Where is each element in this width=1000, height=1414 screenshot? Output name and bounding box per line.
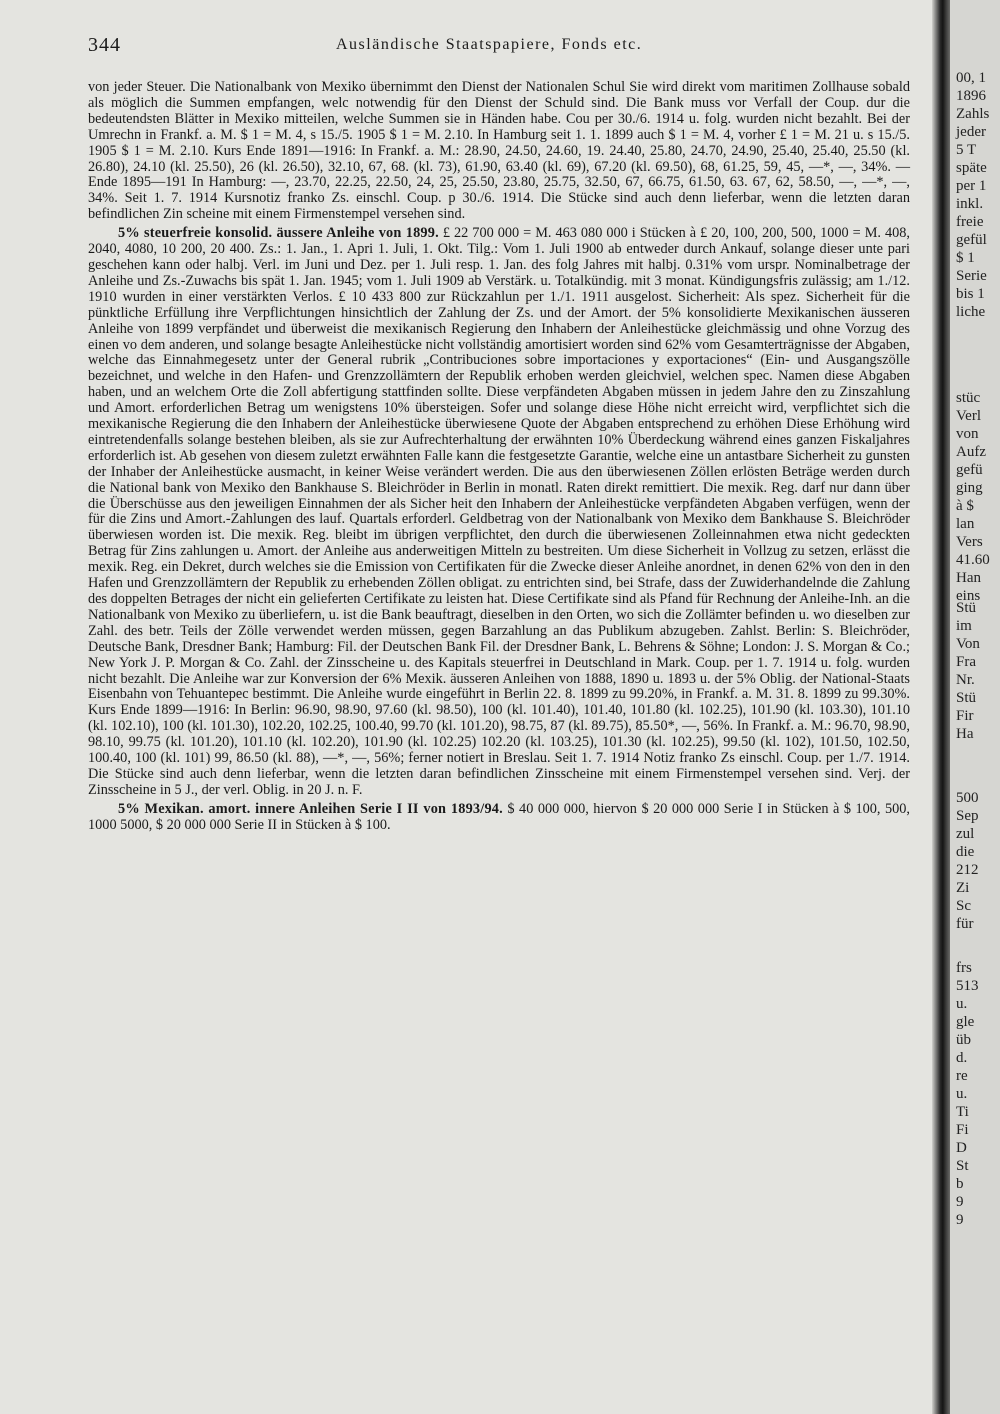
adjacent-page-fragment: Sep	[956, 808, 979, 824]
section-text: $ 40 000 000, hiervon $ 20 000 000 Serie I in Stücken à $ 100, 500, 1000 5000, $ 20 000 000 Serie II in Stücken à $ 100.	[88, 800, 910, 833]
adjacent-page-fragment: Stü	[956, 600, 977, 616]
adjacent-page-fragment: Fi	[956, 1122, 969, 1138]
adjacent-page-edge	[950, 0, 1000, 1414]
adjacent-page-fragment: bis 1	[956, 286, 985, 302]
adjacent-page-fragment: Verl	[956, 408, 981, 424]
adjacent-page-fragment: im	[956, 618, 972, 634]
adjacent-page-fragment: lan	[956, 516, 975, 532]
adjacent-page-fragment: stüc	[956, 390, 981, 406]
adjacent-page-fragment: von	[956, 426, 979, 442]
adjacent-page-fragment: gle	[956, 1014, 975, 1030]
section-text: £ 22 700 000 = M. 463 080 000 i Stücken à £ 20, 100, 200, 500, 1000 = M. 408, 2040, 4080, 10 200, 20 400. Zs.: 1. Jan., 1. Apri 1. Juli, 1. Okt. Tilg.: Vom 1. Juli 1900 ab entweder durch Ankauf, solange dieser unte pari geschehen kann oder halbj. Verl. im Juni und Dez. per 1. Juli resp. 1. Jan. des folg Jahres mit halbj. 0.31% vom urspr. Nominalbetrage der Anleihe und Zs.-Zuwachs bis spät 1. Jan. 1945; vom 1. Juli 1909 ab Verstärk. u. Totalkündig. mit 3 monat. Kündigungsfris zulässig; am 1./12. 1910 wurden in einer verstärkten Verlos. £ 10 433 800 zur Rückzahlun per 1./1. 1911 ausgelost. Sicherheit: Als spez. Sicherheit für die pünktliche Erfüllung ihre Verpflichtungen hinsichtlich der Zahlung der Zs. und der Amort. der 5% konsolidierte Mexikanischen äusseren Anleihe von 1899 verpfändet und überweist die mexikanisch Regierung den Inhabern der Anleihestücke gleichmässig und ohne Vorzug des einen vo dem anderen, und solange besagte Anleihestücke nicht vollständig amortisiert worden sind 62% vom Gesamterträgnisse der Abgaben, welche das Einnahmegesetz unter der General rubrik „Contribuciones sobre importaciones y exportaciones“ (Ein- und Ausgangszölle bezeichnet, und welche in den Hafen- und Grenzzollämtern der Republik erhoben werden gleichviel, welchen spec. Namen diese Abgaben haben, und an welchem Orte die Zoll abfertigung stattfinden sollte. Diese verpfändeten Abgaben müssen in jedem Jahre den zu Zinszahlung und Amort. erforderlichen Betrag um wenigstens 10% übersteigen. Sofer und solange diese Höhe nicht erreicht wird, verpflichtet sich die mexikanische Regierung die den Inhabern der Anleihestücke überwiesene Quote der Abgaben entsprechend zu erhöhen Diese Erhöhung wird eintretendenfalls solange bestehen bleiben, als sie zur Aufrechterhaltung der erwähnten 10% Überdeckung während eines ganzen Fiskaljahres erforderlich ist. Ab gesehen von diesem zuletzt erwähnten Falle kann die festgesetzte Garantie, welche eine un antastbare Sicherheit zu gunsten der Inhaber der Anleihestücke ausmacht, in keiner Weise verändert werden. Die aus den überwiesenen Zöllen erlösten Beträge werden durch die National bank von Mexiko den Bankhause S. Bleichröder in Berlin in monatl. Raten direkt remittiert. Die mexik. Reg. darf nur dann über die Überschüsse aus den jeweiligen Einnahmen der als Sicher heit den Inhabern der Anleihestücke verpfändeten Abgaben verfügen, wenn der für die Zins und Amort.-Zahlungen des lauf. Quartals erforderl. Geldbetrag von der Nationalbank von Mexiko dem Bankhause S. Bleichröder überwiesen worden ist. Die mexik. Reg. bleibt im übrigen verpflichtet, den durch die überwiesenen Zolleinnahmen etwa nicht gedeckten Betrag für Zins zahlungen u. Amort. der Anleihe aus anderweitigen Mitteln zu bestreiten. Um diese Sicherheit in Vollzug zu setzen, erlässt die mexik. Reg. ein Dekret, durch welches sie die Emission von Certifikaten für die Zwecke dieser Anleihe anordnet, in denen 62% von den in den Hafen und Grenzzollämtern der Republik zu erhebenden Zöllen obligat. zu entrichten sind, bei Strafe, dass der Zuwiderhandelnde die Zahlung des doppelten Betrages der nicht ein gelieferten Certifikate zu leisten hat. Diese Certifikate sind als Pfand für Rechnung der Anleihe-Inh. an die Nationalbank von Mexiko zu überliefern, u. ist die Bank beauftragt, dieselben in den Orten, wo sich die Zollämter befinden u. wo dieselben zur Zahl. des betr. Teils der Zölle verwendet werden müssen, gegen Barzahlung an das Publikum abzugeben. Zahlst. Berlin: S. Bleichröder, Deutsche Bank, Dresdner Bank; Hamburg: Fil. der Deutschen Bank Fil. der Dresdner Bank, L. Behrens & Söhne; London: J. S. Morgan & Co.; New York J. P. Morgan & Co. Zahl. der Zinsscheine u. des Kapitals steuerfrei in Deutschland in Mark. Coup. per 1. 7. 1914 u. folg. wurden nicht bezahlt. Die Anleihe war zur Konversion der 6% Mexik. äusseren Anleihen von 1888, 1890 u. 1893 u. der 5% Oblig. der National-Staats Eisenbahn von Tehuantepec bestimmt. Die Anleihe wurde eingeführt in Berlin 22. 8. 1899 zu 99.20%, in Frankf. a. M. 31. 8. 1899 zu 99.30%. Kurs Ende 1899—1916: In Berlin: 96.90, 98.90, 97.60 (kl. 98.50), 100 (kl. 101.40), 101.40, 101.80 (kl. 102.25), 101.90 (kl. 103.30), 101.10 (kl. 102.10), 100 (kl. 101.30), 102.20, 102.25, 100.40, 99.70 (kl. 101.20), 98.75, 87 (kl. 89.75), 85.50*, —, 56%. In Frankf. a. M.: 96.70, 98.90, 98.10, 99.75 (kl. 101.20), 101.10 (kl. 102.20), 101.90 (kl. 102.25) 102.20 (kl. 103.25), 101.30 (kl. 102.25), 99.50 (kl. 102), 101.50, 102.50, 100.40, 100 (kl. 101) 99, 86.50 (kl. 88), —*, —, 56%; ferner notiert in Breslau. Seit 1. 7. 1914 Notiz franko Zs einschl. Coup. per 1./7. 1914. Die Stücke sind auch denn lieferbar, wenn die letzten daran befindlichen Zinsscheine mit einem Firmenstempel versehen sind. Verj. der Zinsscheine in 5 J., der verl. Oblig. in 20 J. n. F.	[88, 225, 910, 798]
adjacent-page-fragment: gefül	[956, 232, 987, 248]
adjacent-page-fragment: Aufz	[956, 444, 986, 460]
adjacent-page-fragment: Ha	[956, 726, 974, 742]
adjacent-page-fragment: à $	[956, 498, 974, 514]
adjacent-page-fragment: Sc	[956, 898, 971, 914]
adjacent-page-fragment: re	[956, 1068, 968, 1084]
section-heading: 5% Mexikan. amort. innere Anleihen Serie I II von 1893/94.	[118, 800, 503, 817]
adjacent-page-fragment: Stü	[956, 690, 977, 706]
adjacent-page-fragment: $ 1	[956, 250, 975, 266]
adjacent-page-fragment: 500	[956, 790, 979, 806]
adjacent-page-fragment: d.	[956, 1050, 968, 1066]
adjacent-page-fragment: frs	[956, 960, 972, 976]
section-heading: 5% steuerfreie konsolid. äussere Anleihe von 1899.	[118, 225, 439, 242]
section-external-loan-1899	[88, 226, 910, 799]
book-gutter	[932, 0, 950, 1414]
adjacent-page-fragment: Fir	[956, 708, 974, 724]
adjacent-page-fragment: Nr.	[956, 672, 975, 688]
page-number: 344	[88, 34, 121, 56]
adjacent-page-fragment: für	[956, 916, 974, 932]
adjacent-page-fragment: liche	[956, 304, 986, 320]
section-internal-loan-1893	[88, 802, 910, 834]
adjacent-page-fragment: Zi	[956, 880, 970, 896]
adjacent-page-fragment: späte	[956, 160, 987, 176]
adjacent-page-fragment: Ti	[956, 1104, 969, 1120]
adjacent-page-fragment: 212	[956, 862, 979, 878]
adjacent-page-fragment: Zahls	[956, 106, 990, 122]
page-header	[88, 34, 908, 58]
paragraph-mexico-national-debt: von jeder Steuer. Die Nationalbank von Mexiko übernimmt den Dienst der Nationalen Schul Sie wird direkt vom maritimen Zollhause sobald als möglich die Summen empfangen, welc notwendig für den Dienst der Schuld sind. Die Bank muss vor Verfall der Coup. dur die bedeutendsten Blätter in Mexiko mitteilen, welche Summen sie in Händen habe. Cou per 30./6. 1914 u. folg. wurden nicht bezahlt. Bei der Umrechn in Frankf. a. M. $ 1 = M. 4, s 15./5. 1905 $ 1 = M. 2.10. In Hamburg seit 1. 1. 1899 auch $ 1 = M. 4, vorher £ 1 = M. 21 u. s 15./5. 1905 $ 1 = M. 2.10. Kurs Ende 1891—1916: In Frankf. a. M.: 28.90, 24.50, 24.60, 19. 24.40, 25.80, 24.70, 24.90, 25.40, 25.40, 25.50 (kl. 26.80), 24.10 (kl. 25.50), 26 (kl. 26.50), 32.10, 67, 68. (kl. 73), 61.90, 63.40 (kl. 69), 67.20 (kl. 69.50), 68, 61.25, 59, 45, —*, —, 34%. — Ende 1895—191 In Hamburg: —, 23.70, 22.25, 22.50, 24, 25, 25.50, 23.80, 25.75, 32.50, 67, 66.75, 61.50, 63. 67, 62, 58.50, —, —*, —, 34%. Seit 1. 7. 1914 Kursnotiz franko Zs. einschl. Coup. p 30./6. 1914. Die Stücke sind auch denn lieferbar, wenn die letzten daran befindlichen Zin scheine mit einem Firmenstempel versehen sind.	[88, 79, 910, 223]
adjacent-page-fragment: u.	[956, 1086, 968, 1102]
adjacent-page-fragment: D	[956, 1140, 967, 1156]
adjacent-page-fragment: 41.60	[956, 552, 990, 568]
adjacent-page-fragment: zul	[956, 826, 975, 842]
adjacent-page-fragment: 9	[956, 1212, 964, 1228]
adjacent-page-fragment: eins	[956, 588, 981, 604]
page-body	[88, 80, 910, 1400]
adjacent-page-fragment: Vers	[956, 534, 983, 550]
adjacent-page-fragment: Von	[956, 636, 980, 652]
adjacent-page-fragment: üb	[956, 1032, 971, 1048]
adjacent-page-fragment: 00, 1	[956, 70, 986, 86]
adjacent-page-fragment: jeder	[956, 124, 986, 140]
adjacent-page-fragment: inkl.	[956, 196, 984, 212]
adjacent-page-fragment: ging	[956, 480, 983, 496]
adjacent-page-fragment: gefü	[956, 462, 983, 478]
adjacent-page-fragment: Fra	[956, 654, 976, 670]
adjacent-page-fragment: freie	[956, 214, 984, 230]
adjacent-page-fragment: 9	[956, 1194, 964, 1210]
running-title: Ausländische Staatspapiere, Fonds etc.	[336, 36, 643, 53]
adjacent-page-fragment: u.	[956, 996, 968, 1012]
adjacent-page-fragment: 513	[956, 978, 979, 994]
adjacent-page-fragment: per 1	[956, 178, 987, 194]
adjacent-page-fragment: die	[956, 844, 975, 860]
adjacent-page-fragment: Serie	[956, 268, 987, 284]
adjacent-page-fragment: St	[956, 1158, 969, 1174]
adjacent-page-fragment: Han	[956, 570, 981, 586]
adjacent-page-fragment: 1896	[956, 88, 986, 104]
adjacent-page-fragment: 5 T	[956, 142, 977, 158]
adjacent-page-fragment: b	[956, 1176, 964, 1192]
